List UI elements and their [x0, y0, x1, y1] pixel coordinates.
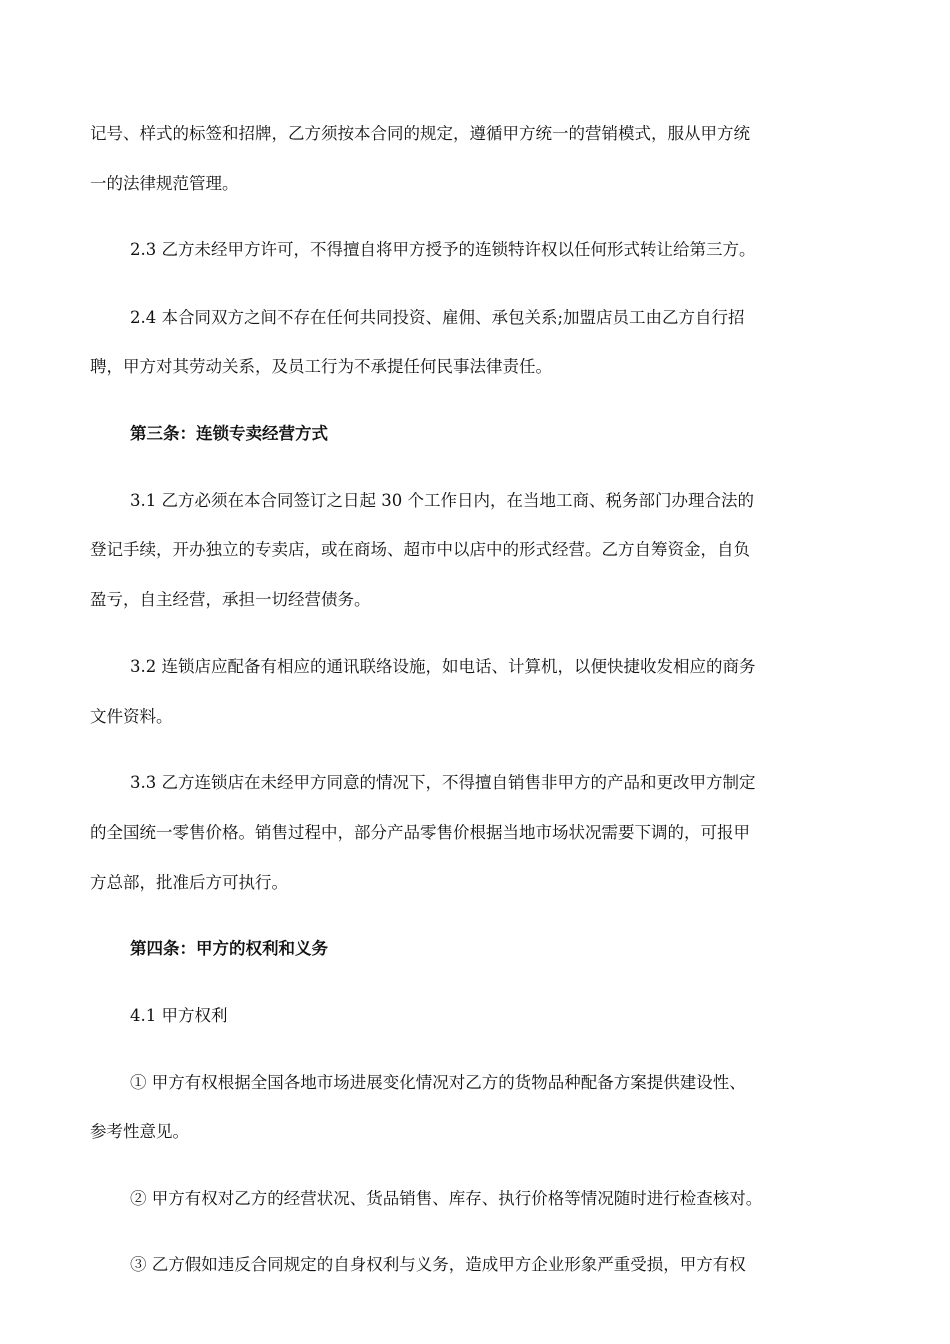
- paragraph-line: 文件资料。: [90, 707, 173, 726]
- paragraph-line: 一的法律规范管理。: [90, 174, 239, 193]
- paragraph-line: 记号、样式的标签和招牌，乙方须按本合同的规定，遵循甲方统一的营销模式，服从甲方统: [90, 124, 750, 143]
- clause-2-4: 2.4 本合同双方之间不存在任何共同投资、雇佣、承包关系;加盟店员工由乙方自行招: [130, 308, 745, 327]
- list-item-2: ② 甲方有权对乙方的经营状况、货品销售、库存、执行价格等情况随时进行检查核对。: [130, 1189, 763, 1208]
- paragraph-line: 的全国统一零售价格。销售过程中，部分产品零售价根据当地市场状况需要下调的，可报甲: [90, 823, 750, 842]
- clause-2-3: 2.3 乙方未经甲方许可，不得擅自将甲方授予的连锁特许权以任何形式转让给第三方。: [130, 240, 756, 259]
- clause-3-3: 3.3 乙方连锁店在未经甲方同意的情况下，不得擅自销售非甲方的产品和更改甲方制定: [130, 773, 756, 792]
- paragraph-line: 登记手续，开办独立的专卖店，或在商场、超市中以店中的形式经营。乙方自筹资金，自负: [90, 540, 750, 559]
- list-item-1: ① 甲方有权根据全国各地市场进展变化情况对乙方的货物品种配备方案提供建设性、: [130, 1073, 746, 1092]
- clause-3-2: 3.2 连锁店应配备有相应的通讯联络设施，如电话、计算机，以便快捷收发相应的商务: [130, 657, 756, 676]
- paragraph-line: 参考性意见。: [90, 1122, 189, 1141]
- section-heading-3: 第三条：连锁专卖经营方式: [130, 424, 328, 443]
- paragraph-line: 盈亏，自主经营，承担一切经营债务。: [90, 590, 371, 609]
- paragraph-line: 聘，甲方对其劳动关系，及员工行为不承提任何民事法律责任。: [90, 357, 552, 376]
- paragraph-line: 方总部，批准后方可执行。: [90, 873, 288, 892]
- list-item-3: ③ 乙方假如违反合同规定的自身权利与义务，造成甲方企业形象严重受损，甲方有权: [130, 1255, 746, 1274]
- section-heading-4: 第四条：甲方的权利和义务: [130, 939, 328, 958]
- clause-3-1: 3.1 乙方必须在本合同签订之日起 30 个工作日内，在当地工商、税务部门办理合法的: [130, 491, 754, 510]
- clause-4-1: 4.1 甲方权利: [130, 1006, 228, 1025]
